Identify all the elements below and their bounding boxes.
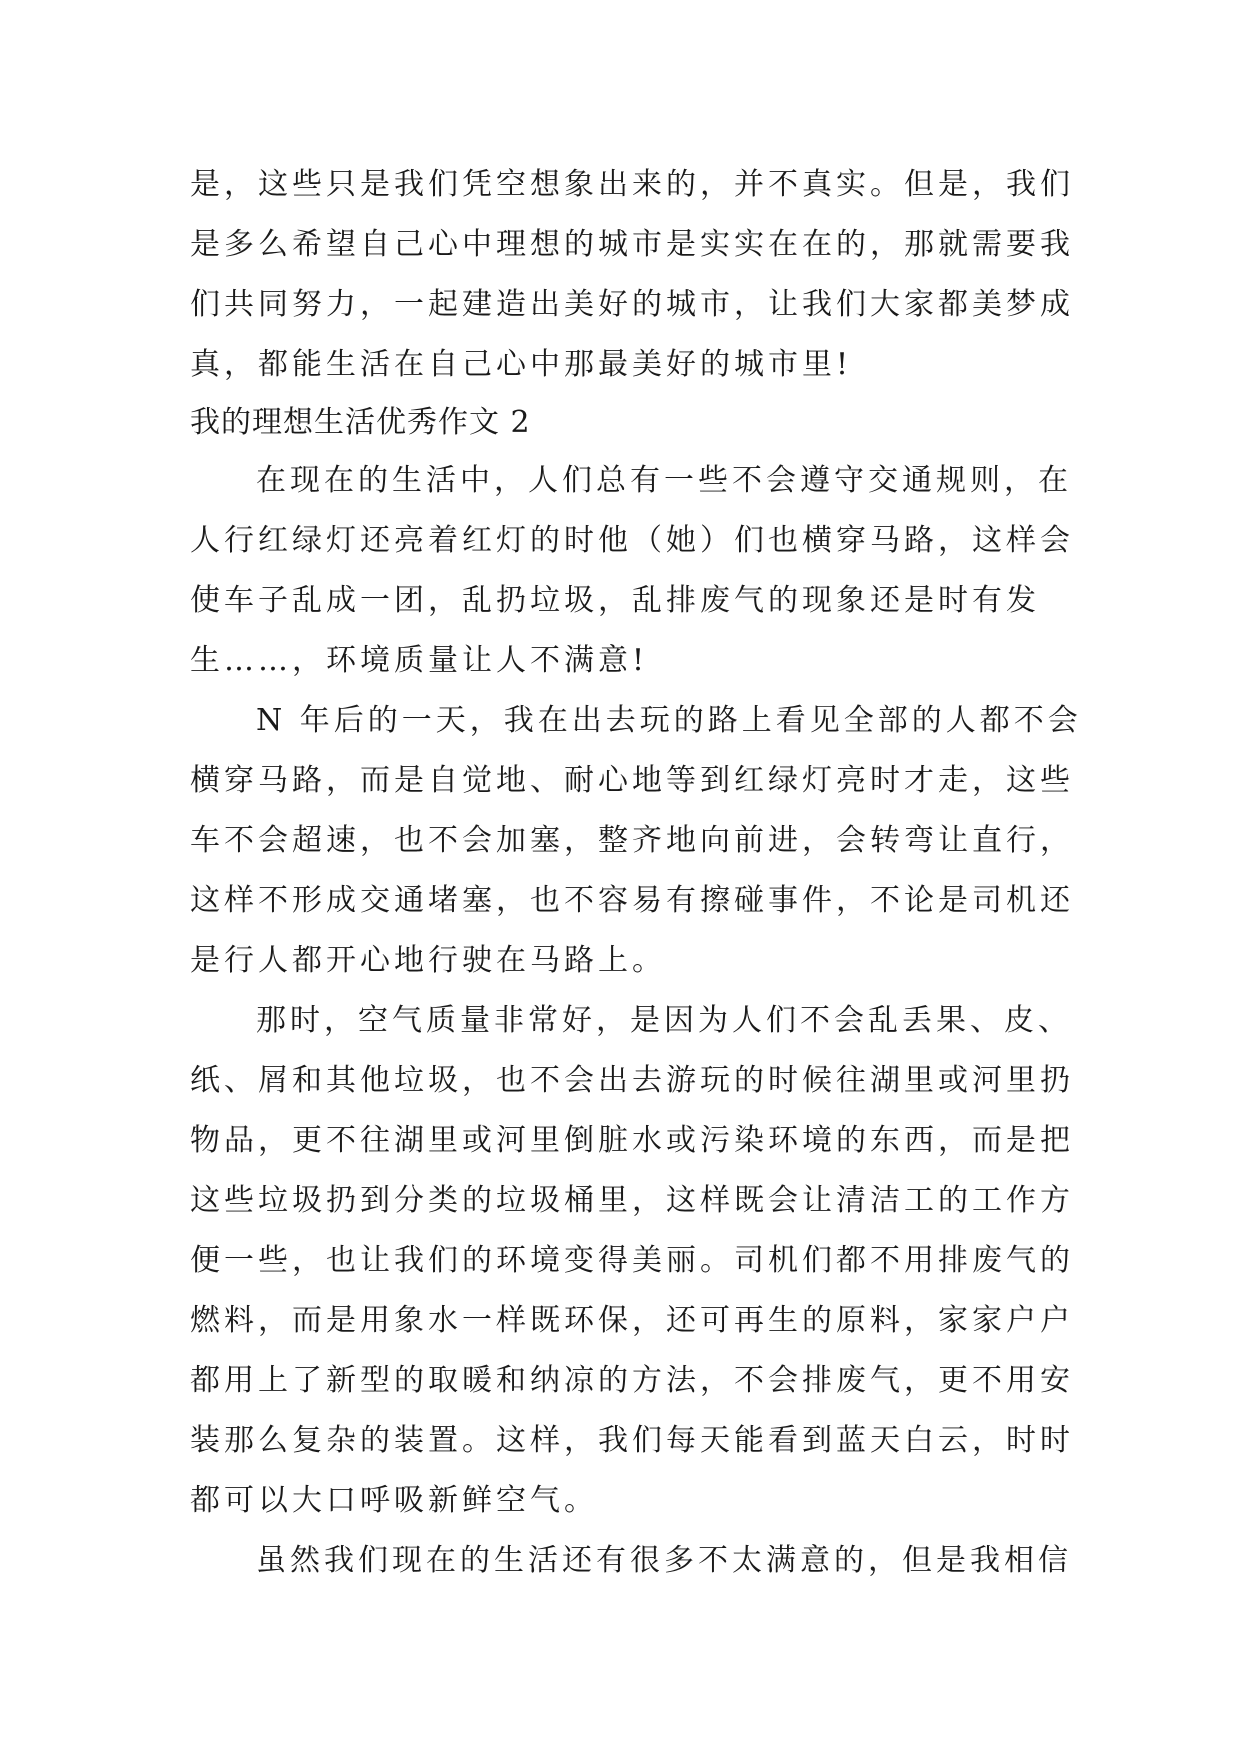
text-line: 装那么复杂的装置。这样，我们每天能看到蓝天白云，时时 [190,1423,1074,1458]
text-line: 这样不形成交通堵塞，也不容易有擦碰事件，不论是司机还 [190,883,1074,918]
text-line: 都可以大口呼吸新鲜空气。 [190,1483,598,1518]
paragraph-first-line: 虽然我们现在的生活还有很多不太满意的，但是我相信 [256,1543,1072,1578]
text-line: 人行红绿灯还亮着红灯的时他（她）们也横穿马路，这样会 [190,523,1074,558]
text-line: 燃料，而是用象水一样既环保，还可再生的原料，家家户户 [190,1303,1074,1338]
document-page [190,155,1082,1591]
text-line: 们共同努力，一起建造出美好的城市，让我们大家都美梦成 [190,287,1074,322]
text-line: 车不会超速，也不会加塞，整齐地向前进，会转弯让直行， [190,823,1074,858]
text-line: 都用上了新型的取暖和纳凉的方法，不会排废气，更不用安 [190,1363,1074,1398]
text-line: 是多么希望自己心中理想的城市是实实在在的，那就需要我 [190,227,1074,262]
text-line: 真，都能生活在自己心中那最美好的城市里! [190,347,853,382]
text-line: 横穿马路，而是自觉地、耐心地等到红绿灯亮时才走，这些 [190,763,1074,798]
text-line: 便一些，也让我们的环境变得美丽。司机们都不用排废气的 [190,1243,1074,1278]
text-line: 是，这些只是我们凭空想象出来的，并不真实。但是，我们 [190,167,1074,202]
paragraph-first-line: 在现在的生活中，人们总有一些不会遵守交通规则，在 [256,463,1072,498]
section-heading: 我的理想生活优秀作文 2 [190,405,531,440]
text-line: 是行人都开心地行驶在马路上。 [190,943,666,978]
paragraph-first-line: 那时，空气质量非常好，是因为人们不会乱丢果、皮、 [256,1003,1072,1038]
text-line: 使车子乱成一团，乱扔垃圾，乱排废气的现象还是时有发 [190,583,1040,618]
paragraph-first-line: N 年后的一天，我在出去玩的路上看见全部的人都不会 [256,703,1082,738]
text-line: 这些垃圾扔到分类的垃圾桶里，这样既会让清洁工的工作方 [190,1183,1074,1218]
text-line: 生……，环境质量让人不满意! [190,643,649,678]
text-line: 物品，更不往湖里或河里倒脏水或污染环境的东西，而是把 [190,1123,1074,1158]
text-line: 纸、屑和其他垃圾，也不会出去游玩的时候往湖里或河里扔 [190,1063,1074,1098]
